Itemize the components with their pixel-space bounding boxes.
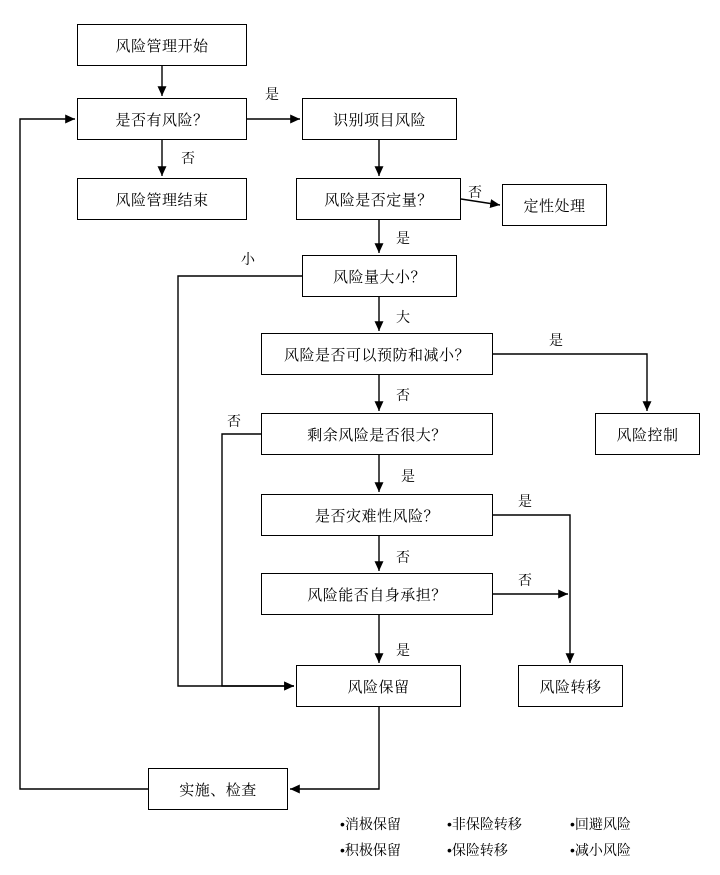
node-catastrophic-decision[interactable] [261, 494, 493, 536]
legend-item-active-retention: •积极保留 [340, 842, 401, 858]
edge-label-yes-quantify: 是 [396, 230, 410, 246]
node-label: 实施、检查 [179, 781, 257, 799]
node-end[interactable] [77, 178, 247, 220]
edge-label-no-quantify: 否 [468, 184, 482, 200]
node-label: 是否灾难性风险？ [314, 507, 439, 525]
edge-label-no-has-risk: 否 [181, 150, 195, 166]
node-implement-check[interactable] [148, 768, 288, 810]
edge-label-small-magnitude: 小 [241, 251, 255, 267]
node-risk-transfer[interactable] [518, 665, 623, 707]
node-start[interactable] [77, 24, 247, 66]
node-label: 剩余风险是否很大？ [307, 426, 447, 444]
node-qualitative-handling[interactable] [502, 184, 607, 226]
edge-label-large-magnitude: 大 [396, 309, 410, 325]
node-label: 风险管理开始 [115, 37, 209, 55]
legend-item-avoid-risk: •回避风险 [570, 816, 631, 832]
node-label: 风险能否自身承担？ [307, 586, 447, 604]
node-has-risk[interactable] [77, 98, 247, 140]
legend-item-passive-retention: •消极保留 [340, 816, 401, 832]
legend-item-insurance-transfer: •保险转移 [447, 842, 508, 858]
node-label: 风险是否可以预防和减小？ [283, 346, 470, 364]
node-label: 是否有风险？ [115, 111, 209, 129]
edge-label-no-residual: 否 [227, 413, 241, 429]
edge-label-no-preventable: 否 [396, 387, 410, 403]
legend-item-reduce-risk: •减小风险 [570, 842, 631, 858]
node-residual-decision[interactable] [261, 413, 493, 455]
edge-label-yes-preventable: 是 [549, 332, 563, 348]
node-risk-magnitude[interactable] [302, 255, 457, 297]
node-label: 风险转移 [539, 678, 602, 696]
node-label: 风险保留 [347, 678, 410, 696]
node-risk-control[interactable] [595, 413, 700, 455]
edge-label-yes-residual: 是 [401, 468, 415, 484]
node-identify-risk[interactable] [302, 98, 457, 140]
edge-label-yes-self-bear: 是 [396, 642, 410, 658]
node-risk-retain[interactable] [296, 665, 461, 707]
edge-label-yes-has-risk: 是 [265, 86, 279, 102]
edge-label-no-catastrophic: 否 [396, 549, 410, 565]
node-label: 风险是否定量？ [324, 191, 433, 209]
node-quantify-decision[interactable] [296, 178, 461, 220]
node-label: 风险控制 [616, 426, 679, 444]
edge-label-yes-catastrophic: 是 [518, 493, 532, 509]
node-label: 风险量大小？ [332, 268, 426, 286]
edge-label-no-self-bear: 否 [518, 572, 532, 588]
node-label: 识别项目风险 [332, 111, 426, 129]
node-self-bear-decision[interactable] [261, 573, 493, 615]
node-label: 定性处理 [523, 197, 586, 215]
legend-item-non-insurance-transfer: •非保险转移 [447, 816, 522, 832]
node-label: 风险管理结束 [115, 191, 209, 209]
node-preventable-decision[interactable] [261, 333, 493, 375]
